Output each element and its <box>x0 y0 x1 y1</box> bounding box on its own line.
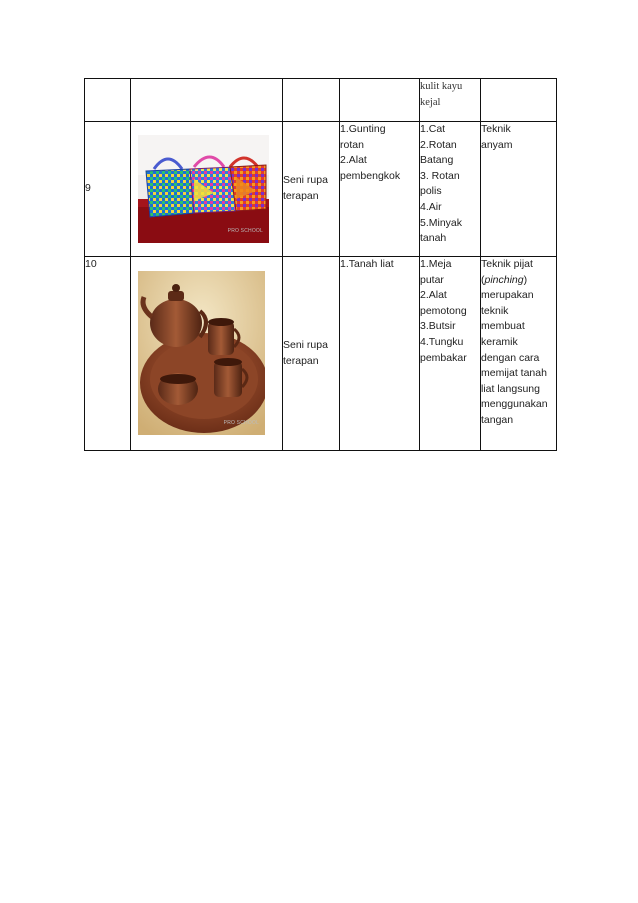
image-credit: PRO SCHOOL <box>227 228 263 235</box>
technique-line: tangan <box>481 413 514 426</box>
materials-line: polis <box>420 185 442 198</box>
technique-line: Teknik pijat <box>481 258 533 270</box>
row-number: 9 <box>85 182 91 195</box>
tools-text <box>340 257 419 273</box>
cell-no <box>85 122 131 257</box>
materials-line: kulit kayu <box>420 81 463 92</box>
technique-line: memijat tanah <box>481 367 547 380</box>
table-row-9 <box>85 122 557 257</box>
table-row-10 <box>85 257 557 451</box>
category-text <box>283 338 339 369</box>
materials-line: 3.Butsir <box>420 320 456 333</box>
technique-line: teknik <box>481 304 509 317</box>
cell-materials <box>420 257 481 451</box>
clay-tea-set-image <box>138 271 265 435</box>
row-number: 10 <box>85 258 97 270</box>
technique-line: Teknik <box>481 123 511 135</box>
technique-line: liat langsung <box>481 382 540 395</box>
technique-term: pinching <box>484 273 524 286</box>
technique-line: merupakan <box>481 289 534 302</box>
materials-line: 2.Rotan <box>420 138 457 151</box>
cell-image <box>131 257 283 451</box>
materials-line: 4.Air <box>420 200 442 213</box>
basket-photo <box>138 135 269 243</box>
materials-line: Batang <box>420 154 454 167</box>
artwork-table <box>84 78 557 451</box>
category-line: Seni rupa <box>283 174 328 187</box>
cell-category <box>283 79 340 122</box>
materials-line: pemotong <box>420 304 467 317</box>
cell-no <box>85 79 131 122</box>
cell-technique <box>481 257 557 451</box>
materials-line: putar <box>420 273 444 286</box>
tools-text <box>340 122 419 184</box>
image-credit: PRO SCHOOL <box>223 420 259 427</box>
tools-line: 2.Alat <box>340 154 367 167</box>
cell-category <box>283 257 340 451</box>
materials-line: kejal <box>420 96 441 108</box>
cell-tools <box>340 79 420 122</box>
table-row-continuation <box>85 79 557 122</box>
cell-technique <box>481 122 557 257</box>
technique-line: dengan cara <box>481 351 540 364</box>
category-line: terapan <box>283 354 319 367</box>
materials-line: pembakar <box>420 351 467 364</box>
category-text <box>283 173 339 204</box>
cell-tools <box>340 257 420 451</box>
materials-line: 4.Tungku <box>420 335 464 348</box>
cell-tools <box>340 122 420 257</box>
materials-line: 2.Alat <box>420 289 447 302</box>
materials-line: tanah <box>420 232 447 245</box>
tools-line: rotan <box>340 138 364 151</box>
technique-line: keramik <box>481 335 518 348</box>
clay-photo <box>138 271 265 435</box>
technique-line: menggunakan <box>481 398 548 411</box>
materials-text <box>420 257 480 366</box>
materials-line: 3. Rotan <box>420 169 460 182</box>
category-line: terapan <box>283 190 319 202</box>
technique-text <box>481 122 556 153</box>
cell-no <box>85 257 131 451</box>
tools-line: 1.Gunting <box>340 123 386 135</box>
materials-text <box>420 79 480 110</box>
materials-text <box>420 122 480 247</box>
materials-line: 5.Minyak <box>420 216 463 229</box>
materials-line: 1.Cat <box>420 123 446 135</box>
technique-line: (pinching) <box>481 273 528 286</box>
materials-line: 1.Meja <box>420 258 452 270</box>
cell-image <box>131 122 283 257</box>
tools-line: pembengkok <box>340 169 401 182</box>
category-line: Seni rupa <box>283 338 328 351</box>
cell-materials <box>420 79 481 122</box>
technique-text <box>481 257 556 429</box>
cell-category <box>283 122 340 257</box>
cell-image <box>131 79 283 122</box>
technique-line: anyam <box>481 138 513 151</box>
cell-technique <box>481 79 557 122</box>
tools-line: 1.Tanah liat <box>340 258 394 270</box>
cell-materials <box>420 122 481 257</box>
technique-line: membuat <box>481 320 525 333</box>
